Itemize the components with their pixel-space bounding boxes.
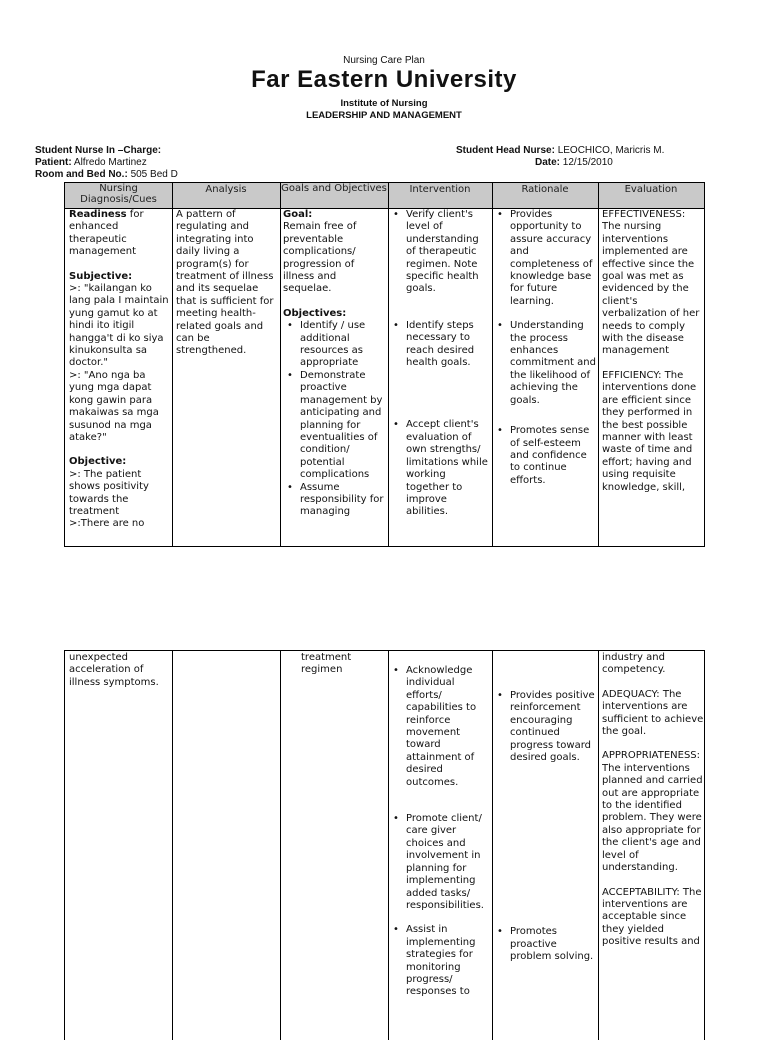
goal-text: Remain free of preventable complications/ progression of illness and sequelae. — [283, 221, 357, 295]
objectives-label: Objectives: — [283, 307, 347, 319]
rationale-item: • Provides opportunity to assure accuracy and completeness of knowledge base for future learning. — [493, 209, 597, 308]
goal-label: Goal: — [283, 209, 313, 220]
rationale-item: • Understanding the process enhances commitment and the likelihood of achieving the goals. — [493, 320, 597, 407]
objective-cue-2: >:There are no — [69, 518, 145, 530]
intervention-item: • Acknowledge individual efforts/ capabilities to reinforce movement toward attainment of desired outcomes. — [389, 665, 491, 789]
patient-line — [35, 157, 147, 168]
header-evaluation: Evaluation — [624, 184, 678, 195]
goals-cell — [283, 209, 386, 545]
evaluation-effectiveness: EFFECTIVENESS: The nursing interventions implemented are effective since the goal was met as evidenced by the client's verbalization of her needs to comply with the disease management — [602, 209, 700, 357]
rationale-item: • Promotes proactive problem solving. — [493, 926, 597, 963]
diagnosis-text: for enhanced therapeutic management — [69, 209, 144, 258]
header-rationale: Rationale — [521, 184, 569, 195]
evaluation-acceptability: ACCEPTABILITY: The interventions are acceptable since they yielded positive results and — [602, 886, 702, 948]
objective-label: Objective: — [69, 456, 127, 468]
rationale-cell — [493, 209, 597, 545]
date-value: 12/15/2010 — [562, 157, 613, 168]
diagnosis-cell — [69, 209, 170, 545]
column-divider — [598, 183, 599, 546]
objective-item: • Identify / use additional resources as appropriate — [283, 320, 386, 370]
column-divider — [172, 651, 173, 1040]
department-name: LEADERSHIP AND MANAGEMENT — [306, 110, 462, 121]
goals-continued-text: treatment regimen — [301, 652, 352, 676]
objective-item: • Assume responsibility for managing — [283, 482, 386, 519]
diagnosis-cell-continued — [69, 652, 170, 1022]
rationale-item: • Promotes sense of self-esteem and confidence to continue efforts. — [493, 425, 597, 487]
column-divider — [280, 651, 281, 1040]
evaluation-cell — [602, 209, 704, 545]
column-divider — [172, 183, 173, 546]
patient-label: Patient: — [35, 157, 72, 168]
room-label: Room and Bed No.: — [35, 169, 128, 180]
intervention-item: • Verify client's level of understanding of therapeutic regimen. Note specific health goals. — [389, 209, 491, 296]
care-plan-table-page2 — [64, 650, 705, 1040]
intervention-item: • Promote client/ care giver choices and involvement in planning for implementing added tasks/ responsibilities. — [389, 813, 491, 912]
objective-item: • Demonstrate proactive management by anticipating and planning for eventualities of condition/ potential complications — [283, 370, 386, 482]
date-line — [535, 157, 613, 168]
institute-name: Institute of Nursing — [340, 98, 428, 109]
patient-value: Alfredo Martinez — [73, 157, 147, 168]
rationale-cell-continued — [493, 690, 597, 1035]
head-nurse-label: Student Head Nurse: — [456, 145, 555, 156]
column-divider — [280, 183, 281, 546]
goals-cell-continued — [301, 652, 386, 1022]
rationale-item: • Provides positive reinforcement encouraging continued progress toward desired goals. — [493, 690, 597, 764]
document-type: Nursing Care Plan — [343, 55, 425, 66]
care-plan-table-page1 — [64, 182, 705, 547]
evaluation-efficiency: EFFICIENCY: The interventions done are efficient since they performed in the best possible manner with least waste of time and effort; having and using requisite knowledge, skill, — [602, 369, 697, 493]
header-analysis: Analysis — [205, 184, 247, 195]
subjective-label: Subjective: — [69, 270, 133, 282]
intervention-item: • Assist in implementing strategies for monitoring progress/ responses to — [389, 924, 491, 998]
evaluation-appropriateness: APPROPRIATENESS: The interventions planned and carried out are appropriate to the identified problem. They were also appropriate for the client's age and level of understanding. — [602, 750, 703, 874]
evaluation-cell-continued — [602, 652, 704, 1024]
table-header-row — [65, 183, 704, 209]
column-divider — [598, 651, 599, 1040]
objective-cue-1: >: The patient shows positivity towards the treatment — [69, 468, 149, 517]
intervention-item: • Identify steps necessary to reach desired health goals. — [389, 320, 491, 370]
analysis-cell — [176, 209, 278, 545]
diagnosis-bold: Readiness — [69, 209, 127, 220]
university-title: Far Eastern University — [251, 66, 517, 93]
header-intervention: Intervention — [409, 184, 471, 195]
evaluation-adequacy: ADEQUACY: The interventions are sufficient to achieve the goal. — [602, 688, 704, 738]
subjective-cue-1: >: "kailangan ko lang pala I maintain yung gamut ko at hindi ito itigil hangga't di ko siya kinukonsulta sa doctor." — [69, 283, 169, 369]
diagnosis-continued-text: unexpected acceleration of illness symptoms. — [69, 652, 159, 688]
objectives-list — [283, 320, 386, 519]
head-nurse-line — [456, 145, 664, 156]
header-goals: Goals and Objectives — [281, 183, 387, 194]
intervention-cell — [389, 209, 491, 545]
intervention-item: • Accept client's evaluation of own strengths/ limitations while working together to improve abilities. — [389, 419, 491, 518]
header-diagnosis: Nursing Diagnosis/Cues — [80, 183, 157, 205]
room-line — [35, 169, 178, 180]
date-label: Date: — [535, 157, 561, 168]
subjective-cue-2: >: "Ano nga ba yung mga dapat kong gawin para makaiwas sa mga susunod na mga atake?" — [69, 369, 159, 443]
evaluation-continued: industry and competency. — [602, 652, 666, 676]
room-value: 505 Bed D — [130, 169, 178, 180]
head-nurse-value: LEOCHICO, Maricris M. — [557, 145, 665, 156]
student-nurse-line — [35, 145, 161, 156]
intervention-cell-continued — [389, 665, 491, 1035]
analysis-text: A pattern of regulating and integrating into daily living a program(s) for treatment of illness and its sequelae that is sufficient for meeting health-related goals and can be strengthened. — [176, 209, 274, 357]
student-nurse-label: Student Nurse In –Charge: — [35, 145, 162, 156]
